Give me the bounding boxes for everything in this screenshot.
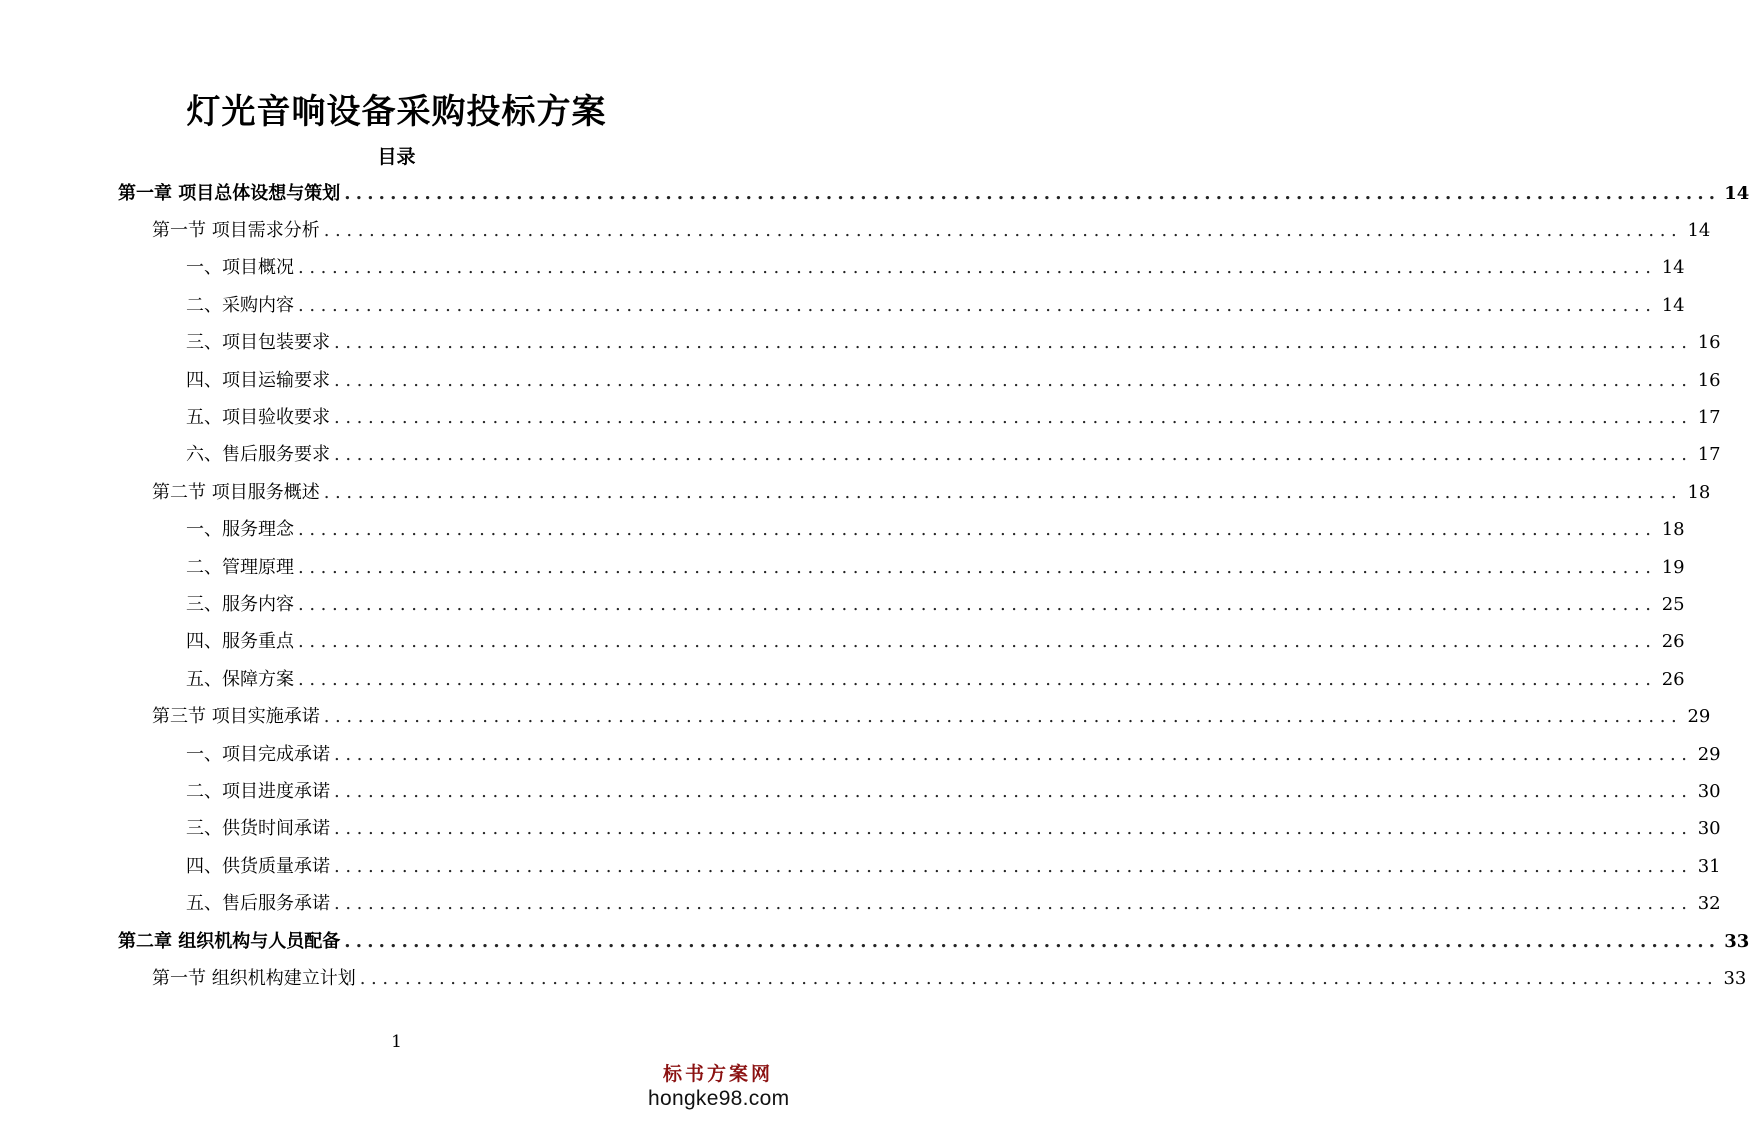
toc-entry-page: 29 — [1687, 706, 1711, 728]
toc-leader-dots: ........................................................................................................................ — [334, 893, 1693, 915]
toc-entry[interactable] — [186, 512, 1685, 549]
toc-entry[interactable] — [152, 474, 1711, 511]
toc-leader-dots: ........................................................................................................................ — [334, 369, 1693, 391]
toc-entry-page: 29 — [1697, 743, 1721, 765]
toc-entry[interactable] — [186, 399, 1721, 436]
document-title: 灯光音响设备采购投标方案 — [186, 92, 607, 132]
toc-entry-page: 16 — [1697, 332, 1721, 354]
watermark-url: hongke98.com — [648, 1087, 790, 1110]
toc-entry[interactable] — [186, 848, 1721, 885]
toc-leader-dots: ........................................................................................................................ — [323, 219, 1683, 241]
toc-entry[interactable] — [186, 661, 1685, 698]
toc-leader-dots: ........................................................................................................................ — [298, 668, 1657, 690]
toc-entry-page: 18 — [1687, 481, 1711, 503]
toc-entry[interactable] — [186, 362, 1721, 399]
toc-entry-page: 14 — [1724, 182, 1749, 204]
toc-leader-dots: ........................................................................................................................ — [334, 855, 1693, 877]
toc-entry-label: 四、项目运输要求 — [186, 369, 330, 391]
toc-leader-dots: ........................................................................................................................ — [344, 182, 1721, 204]
toc-entry[interactable] — [186, 549, 1685, 586]
toc-entry-page: 33 — [1723, 967, 1747, 989]
toc-entry-label: 三、项目包装要求 — [186, 332, 330, 354]
toc-leader-dots: ........................................................................................................................ — [323, 481, 1683, 503]
toc-entry[interactable] — [152, 960, 1747, 997]
toc-entry-label: 第一章 项目总体设想与策划 — [118, 182, 341, 204]
watermark — [648, 1062, 788, 1112]
toc-leader-dots: ........................................................................................................................ — [344, 930, 1721, 952]
toc-entry-page: 30 — [1697, 780, 1721, 802]
toc-entry-label: 第三节 项目实施承诺 — [152, 706, 320, 728]
toc-entry-page: 17 — [1697, 444, 1721, 466]
toc-entry-page: 18 — [1661, 519, 1685, 541]
toc-leader-dots: ........................................................................................................................ — [298, 556, 1657, 578]
toc-leader-dots: ........................................................................................................................ — [334, 780, 1693, 802]
toc-leader-dots: ........................................................................................................................ — [334, 332, 1693, 354]
toc-entry[interactable] — [186, 886, 1721, 923]
toc-entry[interactable] — [186, 736, 1721, 773]
toc-entry-page: 30 — [1697, 818, 1721, 840]
toc-entry-label: 第一节 项目需求分析 — [152, 219, 320, 241]
toc-leader-dots: ........................................................................................................................ — [359, 967, 1719, 989]
toc-entry-label: 二、项目进度承诺 — [186, 780, 330, 802]
toc-entry-label: 六、售后服务要求 — [186, 444, 330, 466]
toc-leader-dots: ........................................................................................................................ — [334, 818, 1693, 840]
toc-entry[interactable] — [186, 250, 1685, 287]
toc-heading: 目录 — [377, 146, 416, 168]
toc-entry[interactable] — [186, 287, 1685, 324]
toc-entry-label: 五、售后服务承诺 — [186, 893, 330, 915]
toc-entry-label: 第一节 组织机构建立计划 — [152, 967, 356, 989]
watermark-site-name: 标书方案网 — [662, 1063, 773, 1085]
toc-entry-page: 26 — [1661, 631, 1685, 653]
toc-entry[interactable] — [152, 699, 1711, 736]
toc-entry[interactable] — [186, 586, 1685, 623]
toc-entry[interactable] — [186, 811, 1721, 848]
toc-entry-page: 33 — [1724, 930, 1749, 952]
toc-entry-page: 14 — [1661, 257, 1685, 279]
toc-leader-dots: ........................................................................................................................ — [334, 743, 1693, 765]
toc-entry-label: 一、项目完成承诺 — [186, 743, 330, 765]
toc-entry-label: 一、项目概况 — [186, 257, 294, 279]
toc-entry-page: 17 — [1697, 406, 1721, 428]
toc-entry-label: 一、服务理念 — [186, 519, 294, 541]
toc-entry-page: 26 — [1661, 668, 1685, 690]
toc-entry[interactable] — [186, 437, 1721, 474]
toc-entry-page: 14 — [1661, 294, 1685, 316]
toc-entry-label: 五、项目验收要求 — [186, 406, 330, 428]
toc-entry-label: 二、采购内容 — [186, 294, 294, 316]
toc-leader-dots: ........................................................................................................................ — [298, 294, 1657, 316]
toc-entry[interactable] — [118, 175, 1749, 212]
toc-entry-page: 16 — [1697, 369, 1721, 391]
toc-entry[interactable] — [186, 773, 1721, 810]
toc-entry-label: 第二章 组织机构与人员配备 — [118, 930, 341, 952]
toc-entry-page: 19 — [1661, 556, 1685, 578]
toc-entry-label: 三、供货时间承诺 — [186, 818, 330, 840]
toc-entry-label: 五、保障方案 — [186, 668, 294, 690]
toc-entry-label: 二、管理原理 — [186, 556, 294, 578]
toc-entry-page: 14 — [1687, 219, 1711, 241]
toc-entry[interactable] — [186, 624, 1685, 661]
toc-leader-dots: ........................................................................................................................ — [334, 406, 1693, 428]
page-number: 1 — [391, 1032, 402, 1052]
toc-entry-label: 四、供货质量承诺 — [186, 855, 330, 877]
toc-entry[interactable] — [152, 212, 1711, 249]
toc-entry-page: 25 — [1661, 593, 1685, 615]
toc-leader-dots: ........................................................................................................................ — [323, 706, 1683, 728]
toc-entry[interactable] — [118, 923, 1749, 960]
toc-leader-dots: ........................................................................................................................ — [298, 593, 1657, 615]
toc-leader-dots: ........................................................................................................................ — [298, 519, 1657, 541]
toc-entry-label: 第二节 项目服务概述 — [152, 481, 320, 503]
toc-entry[interactable] — [186, 325, 1721, 362]
toc-leader-dots: ........................................................................................................................ — [334, 444, 1693, 466]
toc-entry-label: 三、服务内容 — [186, 593, 294, 615]
toc-leader-dots: ........................................................................................................................ — [298, 257, 1657, 279]
toc-entry-page: 31 — [1697, 855, 1721, 877]
toc-entry-label: 四、服务重点 — [186, 631, 294, 653]
toc-entry-page: 32 — [1697, 893, 1721, 915]
toc-leader-dots: ........................................................................................................................ — [298, 631, 1657, 653]
